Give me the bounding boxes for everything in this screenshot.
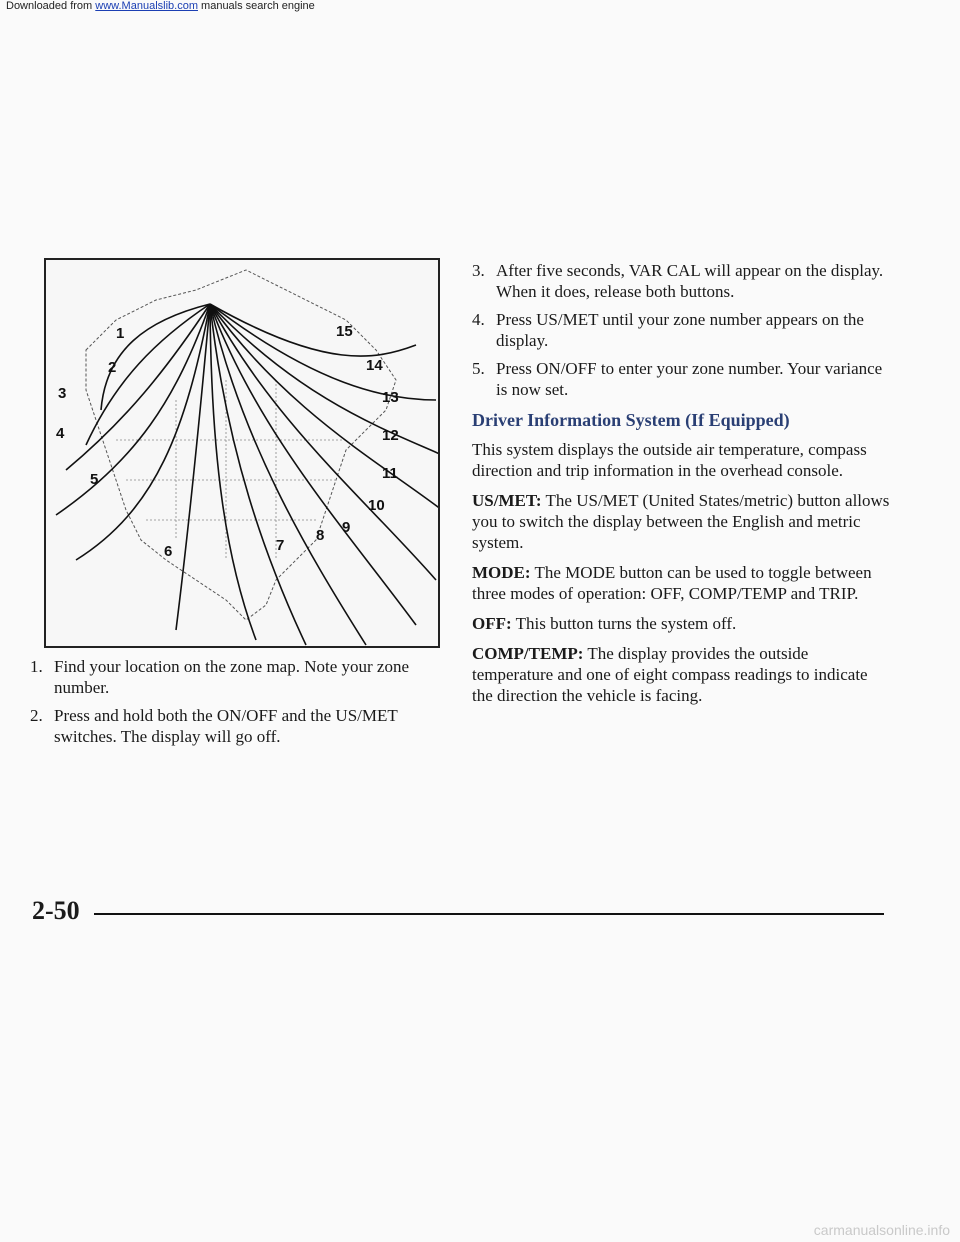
- usmet-term: US/MET:: [472, 491, 542, 510]
- banner-prefix: Downloaded from: [6, 0, 96, 12]
- state-borders: [116, 380, 346, 560]
- zone-label-8: 8: [316, 527, 325, 544]
- banner-suffix: manuals search engine: [197, 0, 315, 12]
- page-number: 2-50: [32, 896, 80, 925]
- zone-label-12: 12: [382, 427, 399, 444]
- manualslib-link[interactable]: www.Manualslib.com: [95, 0, 198, 12]
- step-5: [472, 358, 892, 400]
- zone-label-15: 15: [336, 323, 353, 340]
- comptemp-desc: The display provides the outside temperature and one of eight compass readings to indicate the direction the vehicle is facing.: [472, 644, 868, 705]
- mode-paragraph: [472, 562, 892, 604]
- step-text: Press and hold both the ON/OFF and the US/MET switches. The display will go off.: [54, 706, 398, 746]
- watermark: carmanualsonline.info: [813, 1222, 950, 1238]
- usmet-paragraph: [472, 490, 892, 553]
- zone-map-figure: [44, 258, 440, 648]
- zone-label-13: 13: [382, 389, 399, 406]
- step-number: 4.: [472, 310, 485, 329]
- footer-rule: [94, 913, 884, 915]
- right-column: [472, 260, 892, 715]
- zone-label-5: 5: [90, 471, 99, 488]
- off-desc: This button turns the system off.: [515, 614, 737, 633]
- zone-label-4: 4: [56, 425, 65, 442]
- off-paragraph: [472, 613, 892, 634]
- usmet-desc: The US/MET (United States/metric) button allows you to switch the display between the English and metric system.: [472, 491, 890, 552]
- zone-label-1: 1: [116, 325, 125, 342]
- download-banner: [6, 0, 315, 12]
- step-number: 2.: [30, 706, 43, 725]
- step-number: 1.: [30, 657, 43, 676]
- mode-term: MODE:: [472, 563, 531, 582]
- zone-label-10: 10: [368, 497, 385, 514]
- step-text: Find your location on the zone map. Note your zone number.: [54, 657, 410, 697]
- zone-label-14: 14: [366, 357, 383, 374]
- zone-label-2: 2: [108, 359, 117, 376]
- step-3: [472, 260, 892, 302]
- step-4: [472, 309, 892, 351]
- zone-map-svg: [46, 260, 440, 648]
- zone-label-6: 6: [164, 543, 173, 560]
- zone-label-3: 3: [58, 385, 67, 402]
- step-2: [30, 705, 430, 747]
- zone-label-7: 7: [276, 537, 285, 554]
- step-number: 5.: [472, 359, 485, 378]
- mode-desc: The MODE button can be used to toggle between three modes of operation: OFF, COMP/TEMP and TRIP.: [472, 563, 872, 603]
- off-term: OFF:: [472, 614, 512, 633]
- step-text: Press US/MET until your zone number appears on the display.: [496, 310, 864, 350]
- comptemp-paragraph: [472, 643, 892, 706]
- step-1: [30, 656, 430, 698]
- step-text: After five seconds, VAR CAL will appear on the display. When it does, release both buttons.: [496, 261, 884, 301]
- comptemp-term: COMP/TEMP:: [472, 644, 584, 663]
- left-column: [30, 656, 430, 754]
- zone-label-9: 9: [342, 519, 351, 536]
- section-heading: Driver Information System (If Equipped): [472, 410, 790, 430]
- step-text: Press ON/OFF to enter your zone number. Your variance is now set.: [496, 359, 883, 399]
- step-number: 3.: [472, 261, 485, 280]
- intro-paragraph: This system displays the outside air temperature, compass direction and trip information in the overhead console.: [472, 440, 867, 480]
- zone-label-11: 11: [382, 465, 398, 482]
